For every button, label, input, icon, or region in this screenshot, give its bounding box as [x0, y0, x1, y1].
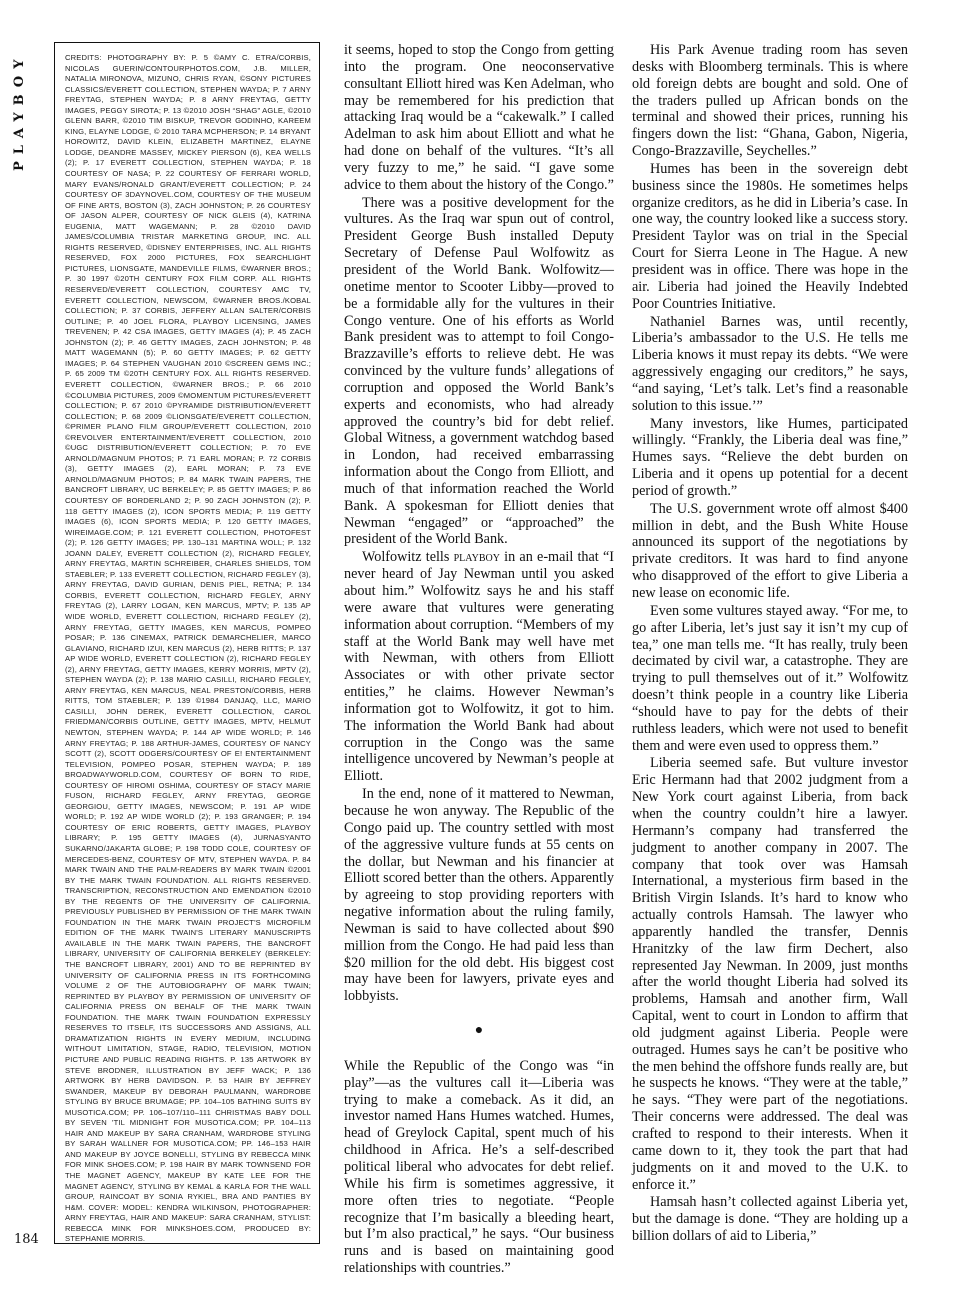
- paragraph: Many investors, like Humes, participated willingly. “Frankly, the Liberia deal was fine,” Humes says. “Relieve the debt burden on Liberia and it opens up potential for a decent period of growth.”: [632, 415, 908, 499]
- paragraph: While the Republic of the Congo was “in play”—as the vultures call it—Liberia was trying to make a comeback. As it did, an investor named Hans Humes watched. Humes, head of Greylock Capital, spent much of his childhood in Africa. He’s a self-described political liberal who advocates for debt relief. While his firm is sometimes aggressive, it more often tries to negotiate. “People recognize that I’m basically a bleeding heart, but I’m also practical,” he says. “Our business runs and is based on maintaining good relationships with countries.”: [344, 1057, 614, 1277]
- paragraph: Liberia seemed safe. But vulture investor Eric Hermann had that 2002 judgment from a New York court against Liberia, from back when the country couldn’t hire a lawyer. Hermann’s company had transferred the judgment to another company in 2007. The company that took over was Hamsah International, a mysterious firm based in the British Virgin Islands. It’s hard to know who actually controls Hamsah. The lawyer who apparently handled the transfer, Dennis Hranitzky of the law firm Dechert, also represented Jay Newman. In 2009, just months after the world thought Liberia had solved its problems, Hamsah and another firm, Wall Capital, went to court in London to affirm that old judgment against Liberia. People were outraged. Humes says he can’t be positive who the men behind the offshore funds really are, but he suspects he knows. “They were at the table,” he says. “They were part of the negotiations. Their concerns were addressed. The deal was crafted to respond to their interests. When it came down to it, they took the part that had judgments on it and moved to the U.K. to enforce it.”: [632, 755, 908, 1193]
- paragraph: Humes has been in the sovereign debt business since the 1980s. He sometimes helps organize creditors, as he did in Liberia’s case. In one way, the country looked like a success story. President Taylor was on trial in the Special Court for Sierra Leone in The Hague. A new president was in office. There was hope in the air. Liberia had joined the Heavily Indebted Poor Countries Initiative.: [632, 160, 908, 312]
- section-divider: ●: [474, 1023, 484, 1039]
- article-column-2: [344, 42, 614, 1277]
- paragraph: His Park Avenue trading room has seven desks with Bloomberg terminals. This is where old foreign debts are bought and sold. One of the traders pulled up African bonds on the terminal and showed their prices, running his fingers down the list: “Ghana, Gabon, Nigeria, Congo-Brazzaville, Seychelles.”: [632, 42, 908, 160]
- article-column-3: [632, 42, 908, 1252]
- magazine-brand: PLAYBOY: [12, 52, 27, 172]
- credits-box: [54, 42, 320, 1244]
- paragraph: The U.S. government wrote off almost $400 million in debt, and the Bush White House announced its support of the negotiations by private creditors. It was hard to find anyone who disapproved of the effort to give Liberia a new lease on economic life.: [632, 500, 908, 601]
- paragraph: Hamsah hasn’t collected against Liberia yet, but the damage is done. “They are holding up a billion dollars of aid to Liberia,”: [632, 1194, 908, 1245]
- paragraph: Even some vultures stayed away. “For me, to go after Liberia, let’s just say it isn’t my cup of tea,” one man tells me. “It has really, truly been decimated by civil war, a catastrophe. They are trying to pull themselves out of it.” Wolfowitz doesn’t think people in a country like Liberia “should have to pay for the debts of their ruthless leaders, which were not used to benefit them and were even used to oppress them.”: [632, 602, 908, 754]
- paragraph: There was a positive development for the vultures. As the Iraq war spun out of control, President George Bush installed Deputy Secretary of Defense Paul Wolfowitz as president of the World Bank. Wolfowitz—onetime mentor to Scooter Libby—proved to be a formidable ally for the vultures in their Congo venture. One of his efforts as World Bank president was to attempt to foil Congo-Brazzaville’s efforts to relieve debt. He was convinced by the vulture funds’ allegations of corruption and opposed the World Bank’s experts and economists, who had already approved the country’s bid for debt relief. Global Witness, a government watchdog based in London, had received embarrassing information about the Congo from Elliott, and much of that information reached the World Bank. A spokesman for Elliott denies that Newman “engaged” or “approached” the president of the World Bank.: [344, 194, 614, 548]
- paragraph: In the end, none of it mattered to Newman, because he won anyway. The Republic of the Congo paid up. The country settled with most of the aggressive vulture funds at 55 cents on the dollar, but Newman and his financier at Elliott scored better than the others. Apparently by agreeing to stop providing reporters with negative information about the ruling family, Newman is said to have collected about $90 million from the Congo. He had paid less than $20 million for the old debt. His biggest cost may have been for lawyers, private eyes and lobbyists.: [344, 786, 614, 1005]
- paragraph: Nathaniel Barnes was, until recently, Liberia’s ambassador to the U.S. He tells me Liberia knows it must repay its debts. “We were aggressively engaging our creditors,” he says, “and saying, ‘Let’s talk. Let’s find a reasonable solution to this issue.’”: [632, 313, 908, 414]
- paragraph: Wolfowitz tells playboy in an e-mail that “I never heard of Jay Newman until you asked about him.” Wolfowitz says he and his staff were aware that vultures were generating information about corruption. “Members of my staff at the World Bank may well have met with Newman, with others from Elliott Associates or with other private sector entities,” he claims. However Newman’s information got to Wolfowitz, it got to him. The information the World Bank had about corruption in the Congo was the same intelligence uncovered by Newman’s people at Elliott.: [344, 549, 614, 785]
- page-number: 184: [14, 1232, 39, 1247]
- credits-text: CREDITS: PHOTOGRAPHY BY: P. 5 ©AMY C. ETRA/CORBIS, NICOLAS GUERIN/CONTOURPHOTOS.COM, J.B. MILLER, NATALIA MIRONOVA, MIZUNO, CHRIS RYAN, ©SONY PICTURES CLASSICS/EVERETT COLLECTION, STEPHEN WAYDA; P. 7 ARNY FREYTAG, STEPHEN WAYDA; P. 8 ARNY FREYTAG, GETTY IMAGES, PEGGY SIROTA; P. 13 ©2010 JOSH “SHAG” AGLE, ©2010 GLENN BARR, ©2010 TIM BISKUP, TREVOR GODINHO, KAREEM KING, ELAYNE LODGE, © 2010 TARA MCPHERSON; P. 14 BRYANT HOROWITZ, DAVID KLEIN, ELIZABETH MARTINEZ, ELAYNE LODGE, DEANDRE MASSEY, MICKEY PIERSON (6), KEA WELLS (2); P. 17 EVERETT COLLECTION, STEPHEN WAYDA; P. 18 COURTESY OF NASA; P. 22 COURTESY OF FERRARI WORLD, MARY EVANS/RONALD GRANT/EVERETT COLLECTION; P. 24 COURTESY OF 3DAYNOVEL.COM, COURTESY OF THE MUSEUM OF FINE ARTS, BOSTON (3), ZACH JOHNSTON; P. 26 COURTESY OF JASON ALPER, COURTESY OF NICK GLEIS (4), KATRINA EUGENIA, MATT WAGEMANN; P. 28 ©2010 DAVID JAMES/COLUMBIA TRISTAR MARKETING GROUP, INC. ALL RIGHTS RESERVED, ©DISNEY ENTERPRISES, INC. ALL RIGHTS RESERVED, FOX 2000 PICTURES, FOX SEARCHLIGHT PICTURES, LIONSGATE, MANDEVILLE FILMS, ©WARNER BROS.; P. 30 1997 ©20TH CENTURY FOX FILM CORP. ALL RIGHTS RESERVED/EVERETT COLLECTION, COURTESY AMC TV, EVERETT COLLECTION, NEWSCOM, ©WARNER BROS./KOBAL COLLECTION; P. 37 CORBIS, JEFFERY ALLAN SALTER/CORBIS OUTLINE; P. 40 JOEL FLORA, PLAYBOY LICENSING, JAMES TREVENEN; P. 42 CSA IMAGES, GETTY IMAGES (4); P. 45 ZACH JOHNSTON (2); P. 46 GETTY IMAGES, ZACH JOHNSTON; P. 48 MATT WAGEMANN (5); P. 60 GETTY IMAGES; P. 62 GETTY IMAGES; P. 64 STEPHEN VAUGHAN 2010 ©SCREEN GEMS INC.; P. 65 2009 TM ©20TH CENTURY FOX. ALL RIGHTS RESERVED. EVERETT COLLECTION, ©WARNER BROS.; P. 66 2010 ©COLUMBIA PICTURES, 2009 ©MOMENTUM PICTURES/EVERETT COLLECTION; P. 67 2010 ©PYRAMIDE DISTRIBUTION/EVERETT COLLECTION; P. 68 2009 ©LIONSGATE/EVERETT COLLECTION, ©PRIMER PLANO FILM GROUP/EVERETT COLLECTION, 2010 ©REVOLVER ENTERTAINMENT/EVERETT COLLECTION, 2010 ©UGC DISTRIBUTION/EVERETT COLLECTION; P. 70 EVE ARNOLD/MAGNUM PHOTOS; P. 71 EARL MORAN; P. 72 CORBIS (3), GETTY IMAGES (2), EARL MORAN; P. 73 EVE ARNOLD/MAGNUM PHOTOS; P. 84 MARK TWAIN PAPERS, THE BANCROFT LIBRARY, UC BERKELEY; P. 85 GETTY IMAGES; P. 86 COURTESY OF BORDERLAND 2; P. 90 ZACH JOHNSTON (2); P. 118 GETTY IMAGES (2), ICON SPORTS MEDIA; P. 119 GETTY IMAGES (6), ICON SPORTS MEDIA; P. 120 GETTY IMAGES, WIREIMAGE.COM; P. 121 EVERETT COLLECTION, PHOTOFEST (2); P. 126 GETTY IMAGES; PP. 130–131 MARTINA WOLL; P. 132 JOANN DALEY, EVERETT COLLECTION (2), RICHARD FEGLEY, ARNY FREYTAG, MARTIN SCHREIBER, CHARLES SHIELDS, TOM STAEBLER; P. 133 EVERETT COLLECTION, RICHARD FEGLEY (3), ARNY FREYTAG, DAVID GURIAN, DENIS PIEL, RETNA; P. 134 CORBIS, EVERETT COLLECTION, RICHARD FEGLEY, ARNY FREYTAG (2), LARRY LOGAN, KEN MARCUS, MPTV; P. 135 AP WIDE WORLD, EVERETT COLLECTION, RICHARD FEGLEY (2), ARNY FREYTAG, GETTY IMAGES, KEN MARCUS, POMPEO POSAR; P. 136 CINEMAX, PATRICK DEMARCHELIER, MARCO GLAVIANO, RICHARD IZUI, KEN MARCUS (2), HERB RITTS; P. 137 AP WIDE WORLD, EVERETT COLLECTION (2), RICHARD FEGLEY (2), ARNY FREYTAG, GETTY IMAGES, KERRY MORRIS, MPTV (2), STEPHEN WAYDA (2); P. 138 MARIO CASILLI, RICHARD FEGLEY, ARNY FREYTAG, KEN MARCUS, NEAL PRESTON/CORBIS, HERB RITTS, TOM STAEBLER; P. 139 ©1984 DANJAQ, LLC, MARIO CASILLI, JOHN DEREK, EVERETT COLLECTION, CAROL FRIEDMAN/CORBIS OUTLINE, GETTY IMAGES, MPTV, HELMUT NEWTON, STEPHEN WAYDA; P. 144 AP WIDE WORLD; P. 146 ARNY FREYTAG; P. 188 ARTHUR-JAMES, COURTESY OF NANCY SCOTT (2), SCOTT ODGERS/COURTESY OF E! ENTERTAINMENT TELEVISION, POMPEO POSAR, STEPHEN WAYDA; P. 189 BROADWAYWORLD.COM, COURTESY OF BORN TO RIDE, COURTESY OF HIROMI OSHIMA, COURTESY OF STACY MARIE FUSON, RICHARD FEGLEY, ARNY FREYTAG, GEORGE GEORGIOU, GETTY IMAGES, NEWSCOM; P. 191 AP WIDE WORLD; P. 192 AP WIDE WORLD (2); P. 193 GRANGER; P. 194 COURTESY OF ERIC ROBERTS, GETTY IMAGES, PLAYBOY LIBRARY; P. 195 GETTY IMAGES (4), JURNASYANTO SUKARNO/JAKARTA GLOBE; P. 198 TODD COLE, COURTESY OF MERCEDES-BENZ, COURTESY OF MTV, STEPHEN WAYDA. P. 84 MARK TWAIN AND THE PALM-READERS BY MARK TWAIN ©2001 BY THE MARK TWAIN FOUNDATION. ALL RIGHTS RESERVED. TRANSCRIPTION, RECONSTRUCTION AND EMENDATION ©2010 BY THE REGENTS OF THE UNIVERSITY OF CALIFORNIA. PREVIOUSLY PUBLISHED BY PERMISSION OF THE MARK TWAIN FOUNDATION IN THE MARK TWAIN PROJECT'S MICROFILM EDITION OF THE MARK TWAIN'S LITERARY MANUSCRIPTS AVAILABLE IN THE MARK TWAIN PAPERS, THE BANCROFT LIBRARY, UNIVERSITY OF CALIFORNIA BERKELEY (BERKELEY: THE BANCROFT LIBRARY, 2001) AND TO BE REPRINTED BY UNIVERSITY OF CALIFORNIA PRESS IN ITS FORTHCOMING VOLUME 2 OF THE AUTOBIOGRAPHY OF MARK TWAIN; REPRINTED BY PLAYBOY BY PERMISSION OF UNIVERSITY OF CALIFORNIA PRESS ON BEHALF OF THE MARK TWAIN FOUNDATION. THE MARK TWAIN FOUNDATION EXPRESSLY RESERVES TO ITSELF, ITS SUCCESSORS AND ASSIGNS, ALL DRAMATIZATION RIGHTS IN EVERY MEDIUM, INCLUDING WITHOUT LIMITATION, STAGE, RADIO, TELEVISION, MOTION PICTURE AND PUBLIC READING RIGHTS. P. 135 ARTWORK BY STEVE BRODNER, ILLUSTRATION BY JEFF WACK; P. 136 ARTWORK BY HERB DAVIDSON. P. 53 HAIR BY JEFFREY SWANDER, MAKEUP BY DEBORAH PAULMANN, WARDROBE STYLING BY BRUCE BRUMAGE; PP. 104–105 BATHING SUITS BY MUSOTICA.COM; PP. 106–107/110–111 CHRISTMAS BABY DOLL BY SEVEN 'TIL MIDNIGHT FOR MUSOTICA.COM; PP. 104–113 HAIR AND MAKEUP BY SARA CRANHAM, WARDROBE STYLING BY SARAH WALLNER FOR MUSOTICA.COM; PP. 146–153 HAIR AND MAKEUP BY JOYCE BONELLI, STYLING BY REBECCA MINK FOR MINK SHOES.COM; P. 198 HAIR BY MARK TOWNSEND FOR THE MAGNET AGENCY, MAKEUP BY KATE LEE FOR THE MAGNET AGENCY, STYLING BY KEMAL & KARLA FOR THE WALL GROUP, RAINCOAT BY SONIA RYKIEL, BRA AND PANTIES BY H&M. COVER: MODEL: KENDRA WILKINSON, PHOTOGRAPHER: ARNY FREYTAG, HAIR AND MAKEUP: SARA CRANHAM, STYLIST: REBECCA MINK FOR MINKSHOES.COM, PRODUCED BY: STEPHANIE MORRIS.: [65, 53, 311, 1244]
- paragraph: it seems, hoped to stop the Congo from getting into the program. One neoconservative consultant Elliott hired was Ken Adelman, who may be remembered for his prediction that attacking Iraq would be a “cakewalk.” I called Adelman to ask him about Elliott and what he had done on behalf of the vultures. “It’s all very fuzzy to me,” he said. “I gave some advice to them about the history of the Congo.”: [344, 42, 614, 193]
